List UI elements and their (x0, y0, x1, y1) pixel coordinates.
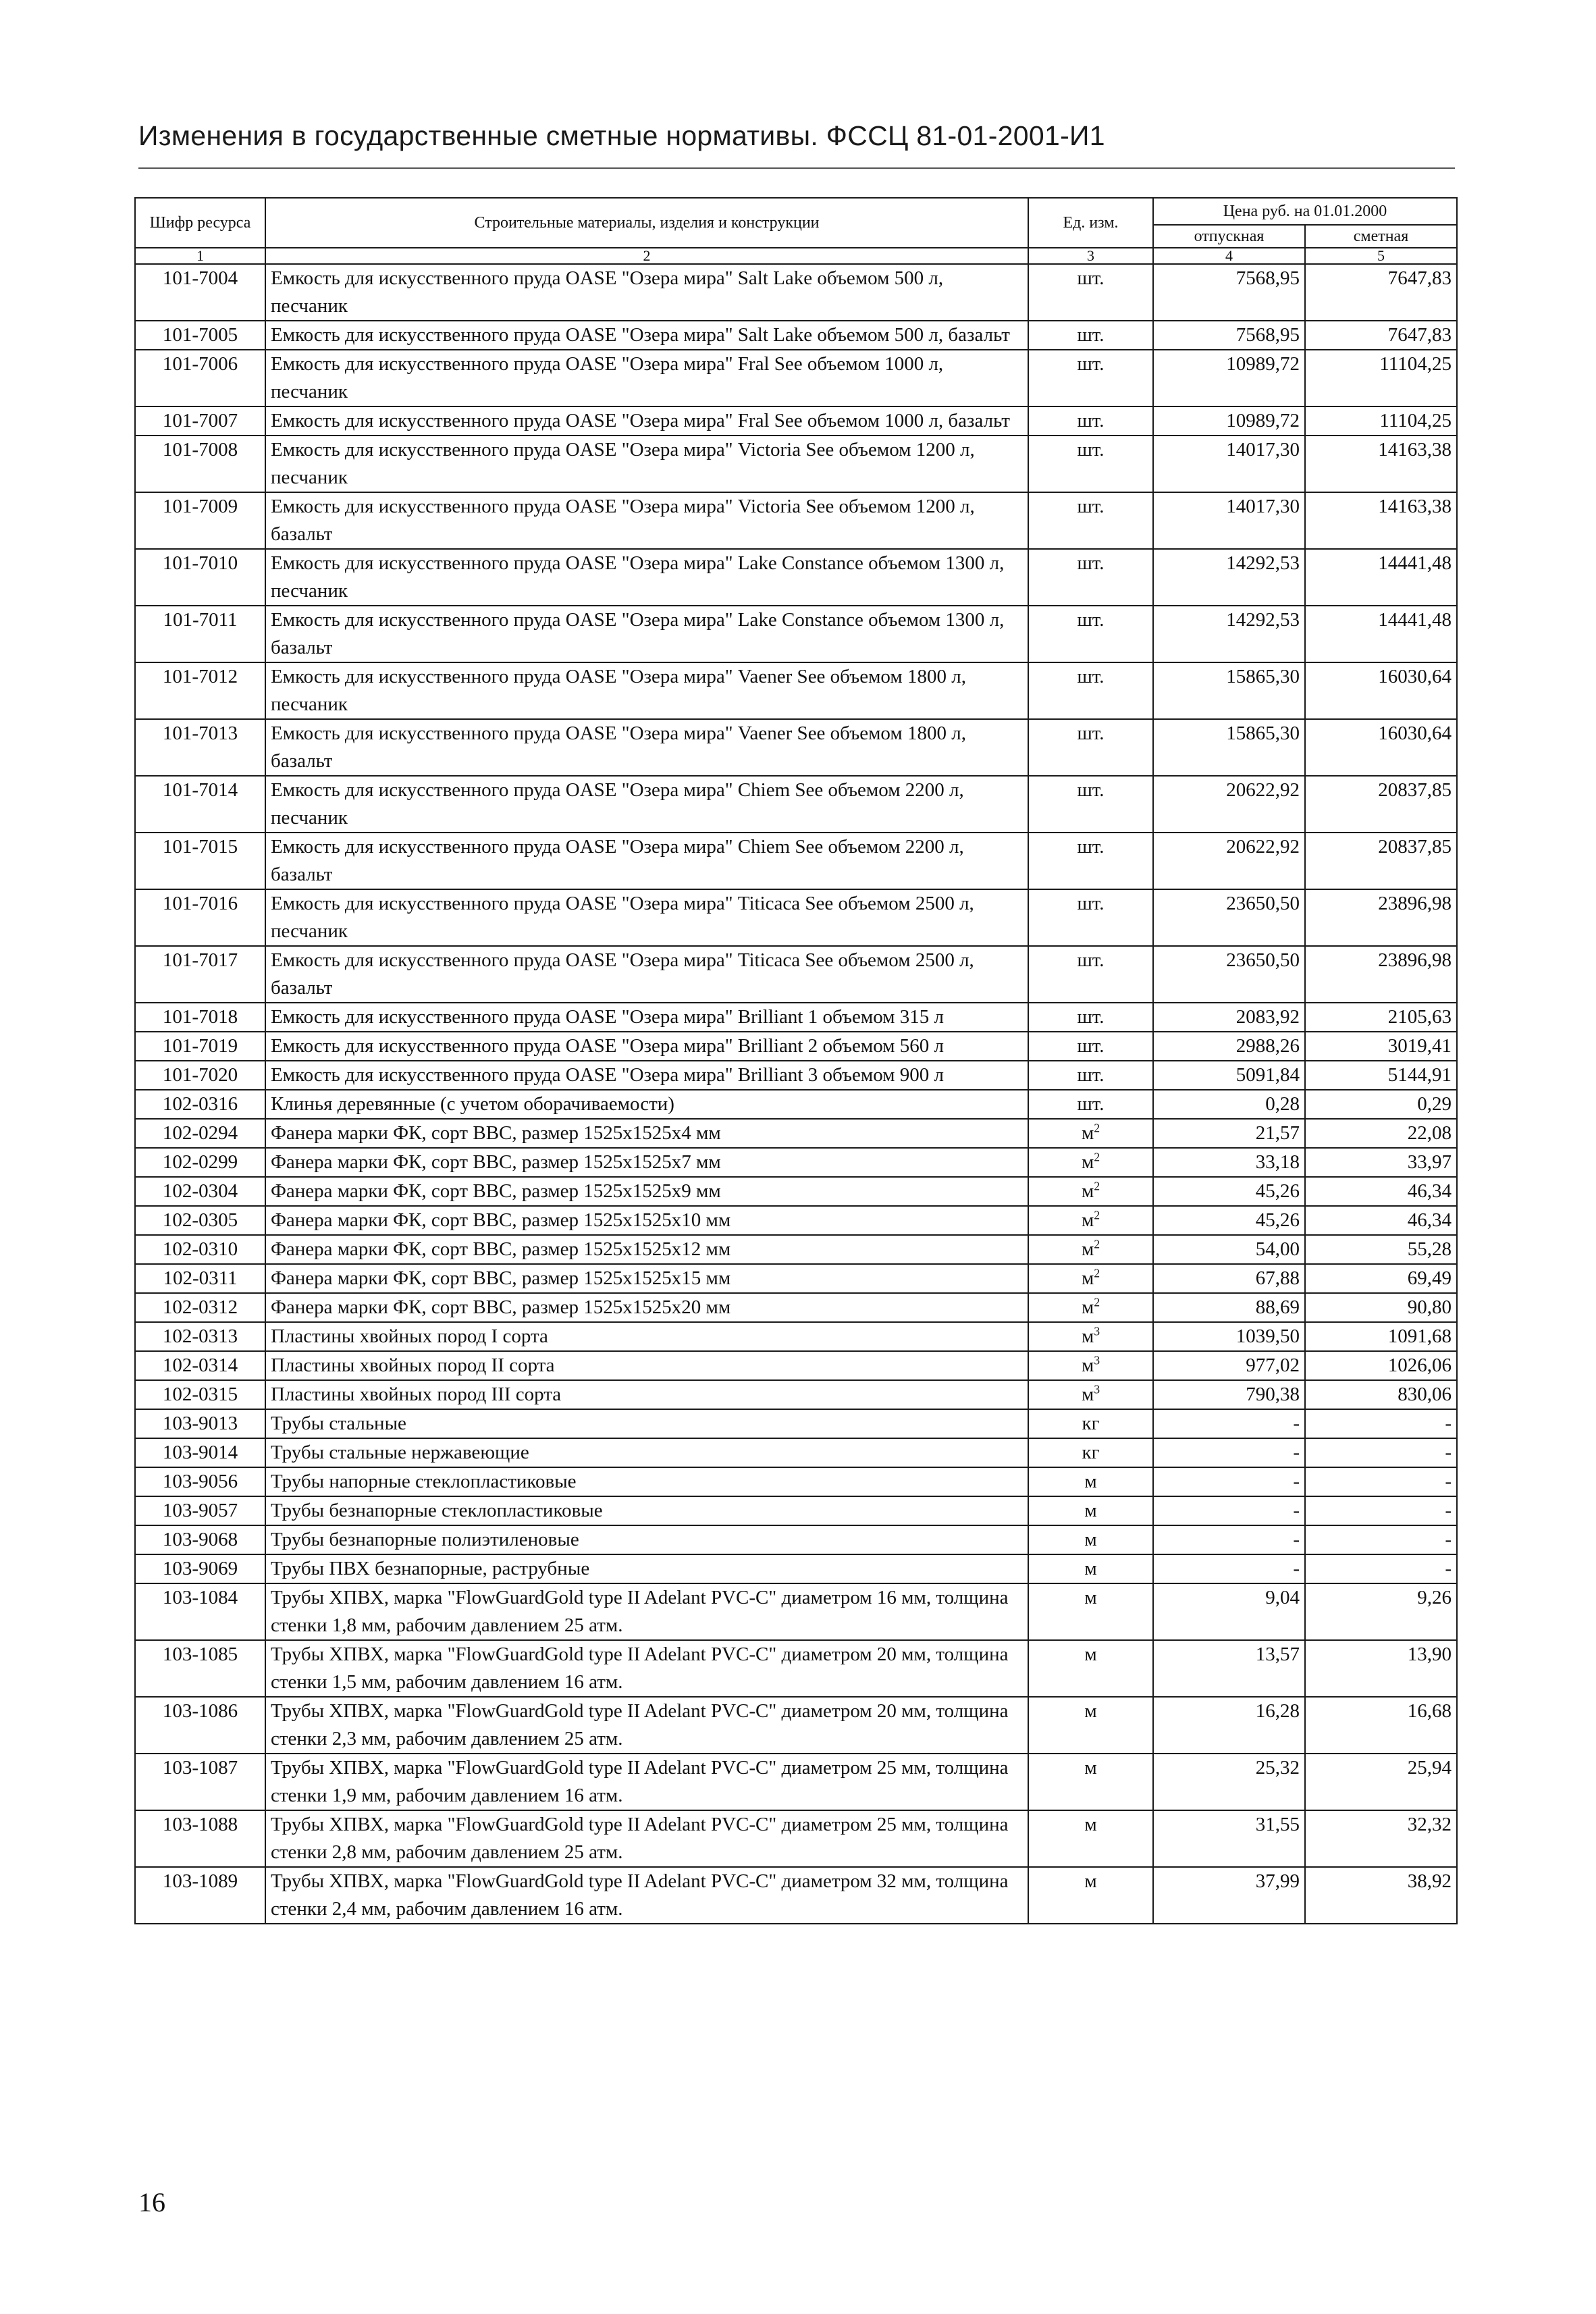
estimate-price: 11104,25 (1305, 350, 1457, 406)
resource-code: 103-9068 (135, 1525, 265, 1554)
estimate-price: 14163,38 (1305, 436, 1457, 492)
unit-of-measure: шт. (1028, 606, 1153, 662)
table-row (135, 1583, 1457, 1640)
header-release-price: отпускная (1153, 225, 1305, 248)
material-name: Емкость для искусственного пруда OASE "Озера мира" Lake Constance объемом 1300 л, песчаник (265, 549, 1028, 606)
release-price: 14292,53 (1153, 549, 1305, 606)
estimate-price: 46,34 (1305, 1206, 1457, 1235)
resource-code: 103-1085 (135, 1640, 265, 1697)
table-row (135, 1003, 1457, 1032)
header-name: Строительные материалы, изделия и конструкции (265, 198, 1028, 248)
release-price: 23650,50 (1153, 946, 1305, 1003)
resource-code: 103-9056 (135, 1467, 265, 1496)
table-body (135, 264, 1457, 1924)
table-row (135, 1409, 1457, 1438)
release-price: 15865,30 (1153, 662, 1305, 719)
table-row (135, 1525, 1457, 1554)
material-name: Емкость для искусственного пруда OASE "Озера мира" Titicaca See объемом 2500 л, базальт (265, 946, 1028, 1003)
release-price: 2988,26 (1153, 1032, 1305, 1061)
unit-of-measure: шт. (1028, 719, 1153, 776)
release-price: 31,55 (1153, 1810, 1305, 1867)
table-row (135, 1380, 1457, 1409)
unit-exponent: 2 (1094, 1179, 1100, 1193)
estimate-price: 16,68 (1305, 1697, 1457, 1754)
unit-of-measure: м (1028, 1467, 1153, 1496)
resource-code: 103-9014 (135, 1438, 265, 1467)
release-price: 10989,72 (1153, 350, 1305, 406)
column-number: 3 (1028, 248, 1153, 264)
table-row (135, 1351, 1457, 1380)
material-name: Фанера марки ФК, сорт ВВС, размер 1525х1525х4 мм (265, 1119, 1028, 1148)
release-price: 23650,50 (1153, 889, 1305, 946)
unit-of-measure: м (1028, 1554, 1153, 1583)
resource-code: 101-7019 (135, 1032, 265, 1061)
table-row (135, 1177, 1457, 1206)
material-name: Фанера марки ФК, сорт ВВС, размер 1525х1525х15 мм (265, 1264, 1028, 1293)
release-price: 54,00 (1153, 1235, 1305, 1264)
material-name: Фанера марки ФК, сорт ВВС, размер 1525х1525х20 мм (265, 1293, 1028, 1322)
release-price: - (1153, 1467, 1305, 1496)
unit-of-measure: $м^2$ (1028, 1264, 1153, 1293)
estimate-price: 3019,41 (1305, 1032, 1457, 1061)
unit-of-measure: шт. (1028, 889, 1153, 946)
unit-of-measure: шт. (1028, 1003, 1153, 1032)
material-name: Емкость для искусственного пруда OASE "Озера мира" Brilliant 3 объемом 900 л (265, 1061, 1028, 1090)
material-name: Фанера марки ФК, сорт ВВС, размер 1525х1525х7 мм (265, 1148, 1028, 1177)
unit-of-measure: кг (1028, 1409, 1153, 1438)
header-unit: Ед. изм. (1028, 198, 1153, 248)
unit-of-measure: шт. (1028, 549, 1153, 606)
unit-of-measure: шт. (1028, 1090, 1153, 1119)
release-price: - (1153, 1438, 1305, 1467)
table-row (135, 719, 1457, 776)
release-price: 37,99 (1153, 1867, 1305, 1924)
material-name: Емкость для искусственного пруда OASE "Озера мира" Salt Lake объемом 500 л, песчаник (265, 264, 1028, 321)
table-row (135, 1810, 1457, 1867)
material-name: Фанера марки ФК, сорт ВВС, размер 1525х1525х10 мм (265, 1206, 1028, 1235)
material-name: Емкость для искусственного пруда OASE "Озера мира" Chiem See объемом 2200 л, базальт (265, 833, 1028, 889)
unit-of-measure: шт. (1028, 776, 1153, 833)
unit-exponent: 2 (1094, 1295, 1100, 1309)
table-row (135, 1235, 1457, 1264)
unit-exponent: 2 (1094, 1121, 1100, 1135)
resource-code: 101-7004 (135, 264, 265, 321)
material-name: Емкость для искусственного пруда OASE "Озера мира" Lake Constance объемом 1300 л, базальт (265, 606, 1028, 662)
estimate-price: 25,94 (1305, 1754, 1457, 1810)
resource-code: 102-0316 (135, 1090, 265, 1119)
material-name: Емкость для искусственного пруда OASE "Озера мира" Victoria See объемом 1200 л, песчаник (265, 436, 1028, 492)
material-name: Емкость для искусственного пруда OASE "Озера мира" Vaener See объемом 1800 л, песчаник (265, 662, 1028, 719)
estimate-price: 0,29 (1305, 1090, 1457, 1119)
material-name: Трубы ХПВХ, марка "FlowGuardGold type II Adelant PVC-C" диаметром 20 мм, толщина стенки 2,3 мм, рабочим давлением 25 атм. (265, 1697, 1028, 1754)
material-name: Емкость для искусственного пруда OASE "Озера мира" Fral See объемом 1000 л, базальт (265, 406, 1028, 436)
table-row (135, 492, 1457, 549)
table-row (135, 1496, 1457, 1525)
release-price: 15865,30 (1153, 719, 1305, 776)
estimate-price: 13,90 (1305, 1640, 1457, 1697)
release-price: 20622,92 (1153, 776, 1305, 833)
resource-code: 103-9069 (135, 1554, 265, 1583)
resource-code: 101-7011 (135, 606, 265, 662)
release-price: 13,57 (1153, 1640, 1305, 1697)
table-row (135, 1264, 1457, 1293)
unit-of-measure: шт. (1028, 1032, 1153, 1061)
table-row (135, 1697, 1457, 1754)
material-name: Емкость для искусственного пруда OASE "Озера мира" Brilliant 2 объемом 560 л (265, 1032, 1028, 1061)
table-row (135, 1293, 1457, 1322)
table-row (135, 1438, 1457, 1467)
estimate-price: 14441,48 (1305, 549, 1457, 606)
material-name: Трубы ПВХ безнапорные, раструбные (265, 1554, 1028, 1583)
resource-code: 101-7012 (135, 662, 265, 719)
estimate-price: 1091,68 (1305, 1322, 1457, 1351)
release-price: 5091,84 (1153, 1061, 1305, 1090)
resource-code: 101-7020 (135, 1061, 265, 1090)
material-name: Фанера марки ФК, сорт ВВС, размер 1525х1525х12 мм (265, 1235, 1028, 1264)
material-name: Трубы ХПВХ, марка "FlowGuardGold type II Adelant PVC-C" диаметром 25 мм, толщина стенки 1,9 мм, рабочим давлением 16 атм. (265, 1754, 1028, 1810)
release-price: 33,18 (1153, 1148, 1305, 1177)
material-name: Клинья деревянные (с учетом оборачиваемости) (265, 1090, 1028, 1119)
resource-code: 101-7010 (135, 549, 265, 606)
release-price: 9,04 (1153, 1583, 1305, 1640)
release-price: 21,57 (1153, 1119, 1305, 1148)
estimate-price: 23896,98 (1305, 946, 1457, 1003)
unit-of-measure: шт. (1028, 350, 1153, 406)
table-row (135, 1322, 1457, 1351)
resource-code: 102-0310 (135, 1235, 265, 1264)
estimate-price: 14163,38 (1305, 492, 1457, 549)
table-row (135, 1090, 1457, 1119)
table-row (135, 1148, 1457, 1177)
unit-exponent: 2 (1094, 1150, 1100, 1164)
table-row (135, 662, 1457, 719)
estimate-price: - (1305, 1438, 1457, 1467)
unit-exponent: 2 (1094, 1237, 1100, 1251)
release-price: 16,28 (1153, 1697, 1305, 1754)
table-row (135, 606, 1457, 662)
table-row (135, 1554, 1457, 1583)
material-name: Трубы ХПВХ, марка "FlowGuardGold type II Adelant PVC-C" диаметром 16 мм, толщина стенки 1,8 мм, рабочим давлением 25 атм. (265, 1583, 1028, 1640)
header-row (135, 198, 1457, 225)
resource-code: 102-0311 (135, 1264, 265, 1293)
material-name: Емкость для искусственного пруда OASE "Озера мира" Fral See объемом 1000 л, песчаник (265, 350, 1028, 406)
table-row (135, 264, 1457, 321)
unit-of-measure: $м^3$ (1028, 1380, 1153, 1409)
table-row (135, 350, 1457, 406)
estimate-price: 9,26 (1305, 1583, 1457, 1640)
estimate-price: 830,06 (1305, 1380, 1457, 1409)
release-price: - (1153, 1409, 1305, 1438)
material-name: Трубы стальные (265, 1409, 1028, 1438)
estimate-price: - (1305, 1496, 1457, 1525)
unit-of-measure: шт. (1028, 662, 1153, 719)
resource-code: 101-7016 (135, 889, 265, 946)
material-name: Трубы безнапорные стеклопластиковые (265, 1496, 1028, 1525)
resource-code: 103-1088 (135, 1810, 265, 1867)
resource-code: 101-7015 (135, 833, 265, 889)
release-price: 790,38 (1153, 1380, 1305, 1409)
resource-code: 103-1089 (135, 1867, 265, 1924)
table-row (135, 406, 1457, 436)
table-row (135, 776, 1457, 833)
release-price: 7568,95 (1153, 264, 1305, 321)
release-price: 67,88 (1153, 1264, 1305, 1293)
release-price: 10989,72 (1153, 406, 1305, 436)
material-name: Трубы стальные нержавеющие (265, 1438, 1028, 1467)
release-price: - (1153, 1496, 1305, 1525)
material-name: Емкость для искусственного пруда OASE "Озера мира" Victoria See объемом 1200 л, базальт (265, 492, 1028, 549)
release-price: 2083,92 (1153, 1003, 1305, 1032)
estimate-price: 23896,98 (1305, 889, 1457, 946)
estimate-price: - (1305, 1554, 1457, 1583)
table-row (135, 1640, 1457, 1697)
resource-code: 102-0315 (135, 1380, 265, 1409)
material-name: Пластины хвойных пород III сорта (265, 1380, 1028, 1409)
material-name: Трубы ХПВХ, марка "FlowGuardGold type II Adelant PVC-C" диаметром 32 мм, толщина стенки 2,4 мм, рабочим давлением 16 атм. (265, 1867, 1028, 1924)
resource-code: 101-7008 (135, 436, 265, 492)
resource-code: 102-0313 (135, 1322, 265, 1351)
unit-of-measure: м (1028, 1640, 1153, 1697)
resource-code: 101-7017 (135, 946, 265, 1003)
unit-of-measure: $м^2$ (1028, 1177, 1153, 1206)
release-price: - (1153, 1525, 1305, 1554)
resource-code: 102-0304 (135, 1177, 265, 1206)
estimate-price: 90,80 (1305, 1293, 1457, 1322)
column-number-row (135, 248, 1457, 264)
release-price: 7568,95 (1153, 321, 1305, 350)
column-number: 2 (265, 248, 1028, 264)
unit-of-measure: шт. (1028, 492, 1153, 549)
table-row (135, 1467, 1457, 1496)
estimate-price: 20837,85 (1305, 776, 1457, 833)
resource-code: 101-7013 (135, 719, 265, 776)
resource-code: 101-7009 (135, 492, 265, 549)
unit-exponent: 2 (1094, 1266, 1100, 1280)
unit-of-measure: м (1028, 1583, 1153, 1640)
table-row (135, 1032, 1457, 1061)
release-price: 0,28 (1153, 1090, 1305, 1119)
release-price: 14017,30 (1153, 436, 1305, 492)
estimate-price: 20837,85 (1305, 833, 1457, 889)
unit-of-measure: м (1028, 1496, 1153, 1525)
unit-of-measure: шт. (1028, 946, 1153, 1003)
column-number: 1 (135, 248, 265, 264)
unit-of-measure: $м^3$ (1028, 1322, 1153, 1351)
unit-of-measure: шт. (1028, 264, 1153, 321)
material-name: Трубы ХПВХ, марка "FlowGuardGold type II Adelant PVC-C" диаметром 20 мм, толщина стенки 1,5 мм, рабочим давлением 16 атм. (265, 1640, 1028, 1697)
unit-of-measure: м (1028, 1754, 1153, 1810)
estimate-price: - (1305, 1467, 1457, 1496)
estimate-price: 22,08 (1305, 1119, 1457, 1148)
unit-of-measure: шт. (1028, 833, 1153, 889)
unit-exponent: 3 (1094, 1382, 1100, 1396)
release-price: 45,26 (1153, 1206, 1305, 1235)
release-price: 20622,92 (1153, 833, 1305, 889)
estimate-price: 46,34 (1305, 1177, 1457, 1206)
unit-of-measure: $м^2$ (1028, 1119, 1153, 1148)
resource-code: 103-9013 (135, 1409, 265, 1438)
estimate-price: 55,28 (1305, 1235, 1457, 1264)
material-name: Трубы напорные стеклопластиковые (265, 1467, 1028, 1496)
table-row (135, 946, 1457, 1003)
estimate-price: 69,49 (1305, 1264, 1457, 1293)
resource-code: 102-0312 (135, 1293, 265, 1322)
document-header: Изменения в государственные сметные нормативы. ФССЦ 81-01-2001-И1 (138, 120, 1105, 151)
estimate-price: 16030,64 (1305, 719, 1457, 776)
unit-of-measure: м (1028, 1810, 1153, 1867)
table-row (135, 1867, 1457, 1924)
unit-of-measure: м (1028, 1525, 1153, 1554)
resource-code: 103-1086 (135, 1697, 265, 1754)
table-row (135, 1754, 1457, 1810)
header-price-group: Цена руб. на 01.01.2000 (1153, 198, 1457, 225)
unit-exponent: 3 (1094, 1324, 1100, 1338)
resource-code: 102-0305 (135, 1206, 265, 1235)
unit-exponent: 2 (1094, 1208, 1100, 1222)
estimate-price: 7647,83 (1305, 264, 1457, 321)
release-price: 14017,30 (1153, 492, 1305, 549)
material-name: Пластины хвойных пород I сорта (265, 1322, 1028, 1351)
header-code: Шифр ресурса (135, 198, 265, 248)
unit-of-measure: шт. (1028, 436, 1153, 492)
unit-exponent: 3 (1094, 1353, 1100, 1367)
material-name: Емкость для искусственного пруда OASE "Озера мира" Titicaca See объемом 2500 л, песчаник (265, 889, 1028, 946)
resource-code: 101-7014 (135, 776, 265, 833)
release-price: 25,32 (1153, 1754, 1305, 1810)
material-name: Фанера марки ФК, сорт ВВС, размер 1525х1525х9 мм (265, 1177, 1028, 1206)
unit-of-measure: $м^2$ (1028, 1235, 1153, 1264)
resource-code: 101-7005 (135, 321, 265, 350)
estimate-price: - (1305, 1525, 1457, 1554)
material-name: Емкость для искусственного пруда OASE "Озера мира" Chiem See объемом 2200 л, песчаник (265, 776, 1028, 833)
release-price: 88,69 (1153, 1293, 1305, 1322)
release-price: - (1153, 1554, 1305, 1583)
release-price: 45,26 (1153, 1177, 1305, 1206)
resource-code: 101-7006 (135, 350, 265, 406)
resource-code: 102-0314 (135, 1351, 265, 1380)
unit-of-measure: м (1028, 1867, 1153, 1924)
table-row (135, 549, 1457, 606)
resource-code: 103-1084 (135, 1583, 265, 1640)
unit-of-measure: м (1028, 1697, 1153, 1754)
unit-of-measure: шт. (1028, 406, 1153, 436)
page-number: 16 (138, 2187, 165, 2217)
column-number: 4 (1153, 248, 1305, 264)
table-row (135, 1061, 1457, 1090)
material-name: Трубы ХПВХ, марка "FlowGuardGold type II Adelant PVC-C" диаметром 25 мм, толщина стенки 2,8 мм, рабочим давлением 25 атм. (265, 1810, 1028, 1867)
material-name: Емкость для искусственного пруда OASE "Озера мира" Salt Lake объемом 500 л, базальт (265, 321, 1028, 350)
price-table (134, 197, 1458, 1924)
column-number: 5 (1305, 248, 1457, 264)
resource-code: 101-7018 (135, 1003, 265, 1032)
release-price: 1039,50 (1153, 1322, 1305, 1351)
unit-of-measure: шт. (1028, 1061, 1153, 1090)
unit-of-measure: $м^3$ (1028, 1351, 1153, 1380)
material-name: Трубы безнапорные полиэтиленовые (265, 1525, 1028, 1554)
unit-of-measure: кг (1028, 1438, 1153, 1467)
release-price: 977,02 (1153, 1351, 1305, 1380)
release-price: 14292,53 (1153, 606, 1305, 662)
header-rule (138, 167, 1455, 169)
estimate-price: 11104,25 (1305, 406, 1457, 436)
table-row (135, 1119, 1457, 1148)
material-name: Пластины хвойных пород II сорта (265, 1351, 1028, 1380)
header-estimate-price: сметная (1305, 225, 1457, 248)
estimate-price: 38,92 (1305, 1867, 1457, 1924)
unit-of-measure: шт. (1028, 321, 1153, 350)
estimate-price: 1026,06 (1305, 1351, 1457, 1380)
estimate-price: 16030,64 (1305, 662, 1457, 719)
table-row (135, 889, 1457, 946)
estimate-price: 5144,91 (1305, 1061, 1457, 1090)
resource-code: 102-0294 (135, 1119, 265, 1148)
estimate-price: 32,32 (1305, 1810, 1457, 1867)
material-name: Емкость для искусственного пруда OASE "Озера мира" Brilliant 1 объемом 315 л (265, 1003, 1028, 1032)
resource-code: 103-9057 (135, 1496, 265, 1525)
estimate-price: 14441,48 (1305, 606, 1457, 662)
table-row (135, 436, 1457, 492)
resource-code: 102-0299 (135, 1148, 265, 1177)
estimate-price: 2105,63 (1305, 1003, 1457, 1032)
material-name: Емкость для искусственного пруда OASE "Озера мира" Vaener See объемом 1800 л, базальт (265, 719, 1028, 776)
resource-code: 101-7007 (135, 406, 265, 436)
estimate-price: 33,97 (1305, 1148, 1457, 1177)
unit-of-measure: $м^2$ (1028, 1206, 1153, 1235)
resource-code: 103-1087 (135, 1754, 265, 1810)
unit-of-measure: $м^2$ (1028, 1148, 1153, 1177)
estimate-price: - (1305, 1409, 1457, 1438)
table-row (135, 1206, 1457, 1235)
unit-of-measure: $м^2$ (1028, 1293, 1153, 1322)
table-row (135, 321, 1457, 350)
table-row (135, 833, 1457, 889)
estimate-price: 7647,83 (1305, 321, 1457, 350)
